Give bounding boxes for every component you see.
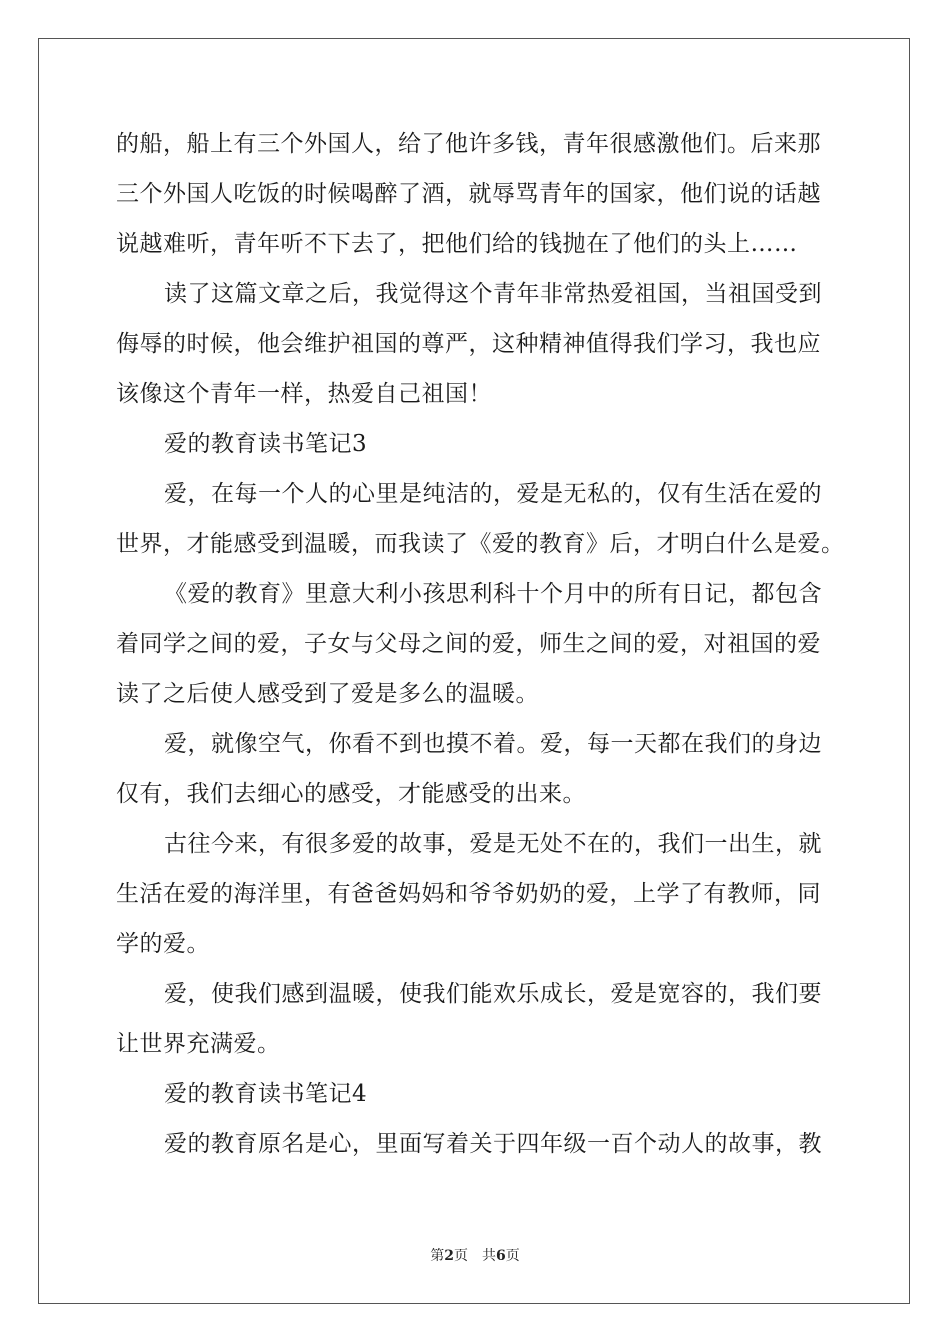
section-heading: 爱的教育读书笔记3	[164, 431, 368, 457]
text-line: 的船，船上有三个外国人，给了他许多钱，青年很感激他们。后来那	[116, 131, 821, 157]
paragraph-first-line: 读了这篇文章之后，我觉得这个青年非常热爱祖国，当祖国受到	[164, 281, 822, 307]
text-line: 着同学之间的爱，子女与父母之间的爱，师生之间的爱，对祖国的爱	[116, 631, 821, 657]
paragraph-first-line: 爱，就像空气，你看不到也摸不着。爱，每一天都在我们的身边	[164, 731, 822, 757]
paragraph-first-line: 爱，使我们感到温暖，使我们能欢乐成长，爱是宽容的，我们要	[164, 981, 822, 1007]
footer-page-current: 2	[444, 1248, 454, 1264]
text-line: 仅有，我们去细心的感受，才能感受的出来。	[116, 781, 586, 807]
paragraph-first-line: 爱的教育原名是心，里面写着关于四年级一百个动人的故事，教	[164, 1131, 822, 1157]
footer-page-prefix: 第	[430, 1248, 445, 1264]
page-footer	[0, 1245, 950, 1265]
text-line: 生活在爱的海洋里，有爸爸妈妈和爷爷奶奶的爱，上学了有教师，同	[116, 881, 821, 907]
footer-page-total: 6	[496, 1248, 506, 1264]
footer-page-suffix: 页	[505, 1248, 520, 1264]
text-line: 让世界充满爱。	[116, 1031, 281, 1057]
text-line: 侮辱的时候，他会维护祖国的尊严，这种精神值得我们学习，我也应	[116, 331, 821, 357]
text-line: 学的爱。	[116, 931, 210, 957]
text-line: 世界，才能感受到温暖，而我读了《爱的教育》后，才明白什么是爱。	[116, 531, 845, 557]
text-line: 说越难听，青年听不下去了，把他们给的钱抛在了他们的头上……	[116, 231, 798, 257]
paragraph-first-line: 爱，在每一个人的心里是纯洁的，爱是无私的，仅有生活在爱的	[164, 481, 822, 507]
paragraph-first-line: 《爱的教育》里意大利小孩思利科十个月中的所有日记，都包含	[164, 581, 822, 607]
text-line: 三个外国人吃饭的时候喝醉了酒，就辱骂青年的国家，他们说的话越	[116, 181, 821, 207]
section-heading: 爱的教育读书笔记4	[164, 1081, 368, 1107]
footer-page-mid: 页 共	[454, 1248, 496, 1264]
text-line: 读了之后使人感受到了爱是多么的温暖。	[116, 681, 539, 707]
text-line: 该像这个青年一样，热爱自己祖国！	[116, 381, 492, 407]
paragraph-first-line: 古往今来，有很多爱的故事，爱是无处不在的，我们一出生，就	[164, 831, 822, 857]
